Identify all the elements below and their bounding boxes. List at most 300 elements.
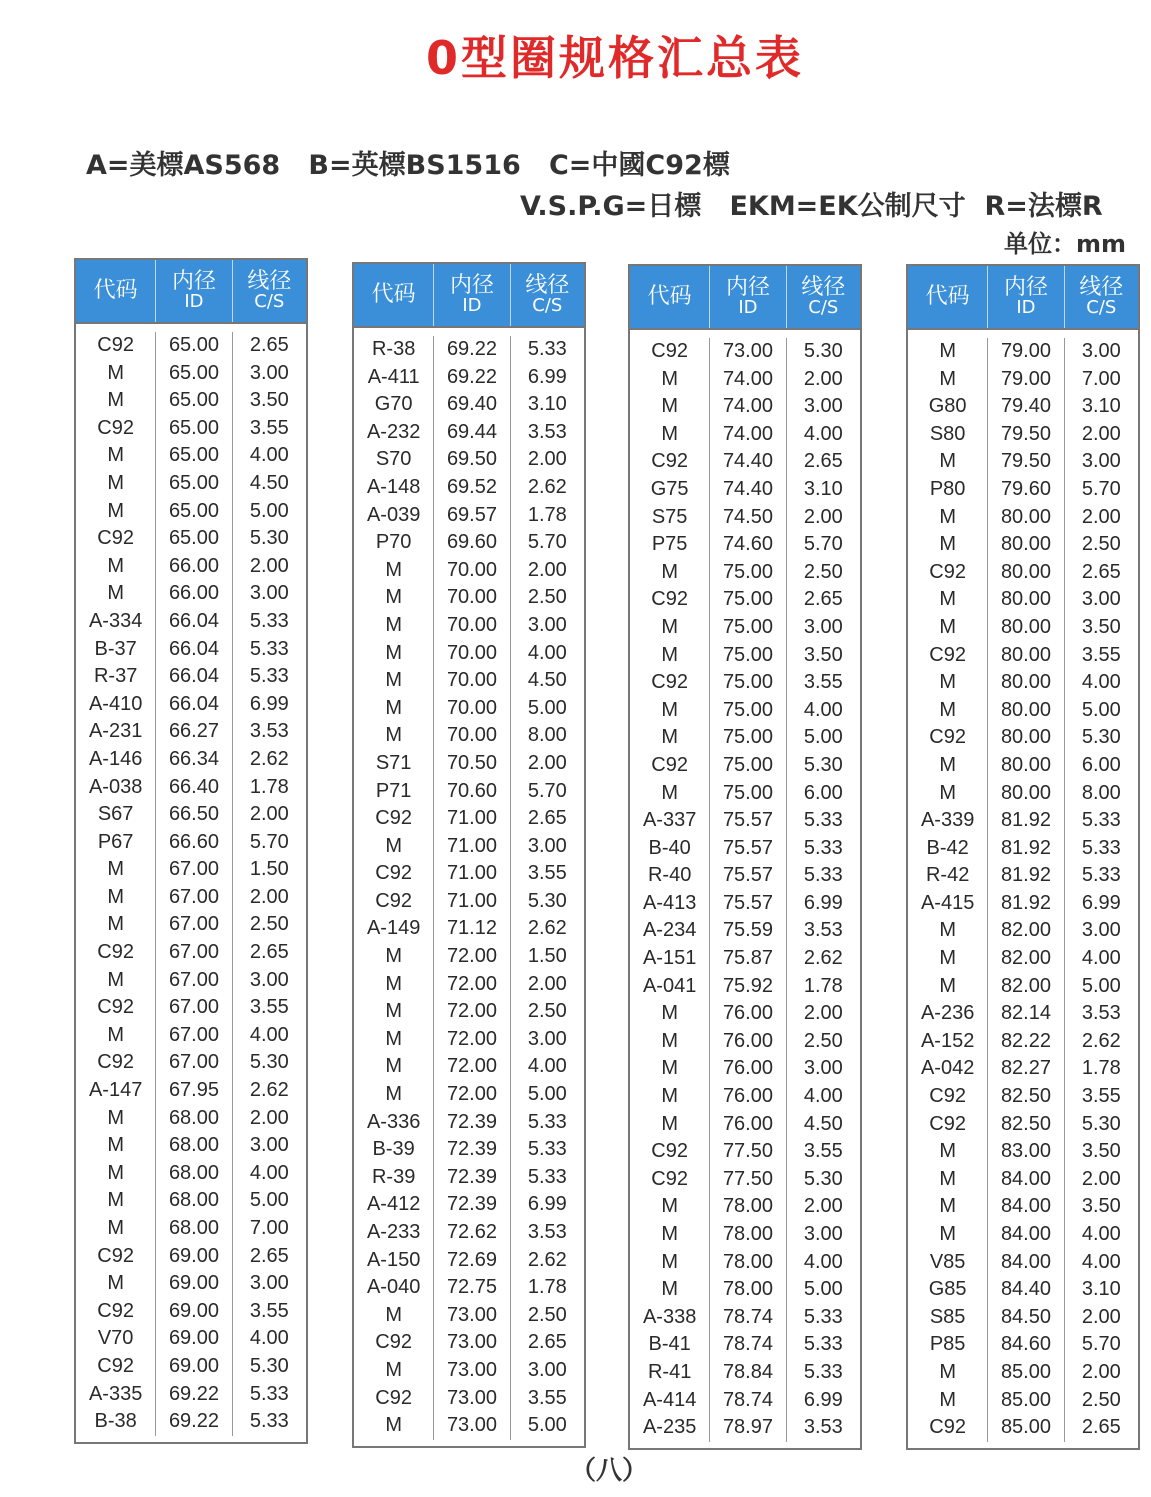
table-cell: M bbox=[385, 1027, 402, 1050]
cs-column bbox=[233, 332, 306, 1436]
table-cell: 6.99 bbox=[249, 692, 289, 715]
table-cell: A-415 bbox=[920, 891, 975, 914]
table-cell: 66.60 bbox=[168, 830, 219, 853]
table-cell: 5.70 bbox=[527, 779, 567, 802]
table-cell: M bbox=[107, 554, 124, 577]
table-cell: M bbox=[939, 753, 956, 776]
table-cell: 70.00 bbox=[446, 586, 497, 609]
table-cell: M bbox=[939, 505, 956, 528]
table-cell: 76.00 bbox=[722, 1085, 773, 1108]
code-column bbox=[354, 336, 434, 1440]
table-cell: 3.50 bbox=[249, 389, 289, 412]
table-cell: M bbox=[661, 560, 678, 583]
table-cell: 5.30 bbox=[249, 1354, 289, 1377]
id-column bbox=[434, 336, 510, 1440]
table-cell: 70.00 bbox=[446, 669, 497, 692]
id-column bbox=[710, 338, 786, 1442]
table-cell: A-234 bbox=[642, 919, 697, 942]
table-cell: 6.99 bbox=[803, 1388, 843, 1411]
table-cell: 3.10 bbox=[1081, 395, 1121, 418]
table-cell: 3.53 bbox=[527, 420, 567, 443]
table-cell: M bbox=[661, 698, 678, 721]
table-cell: 3.50 bbox=[803, 643, 843, 666]
table-cell: B-40 bbox=[648, 836, 691, 859]
table-cell: 75.57 bbox=[722, 809, 773, 832]
table-cell: B-37 bbox=[94, 637, 137, 660]
table-cell: M bbox=[939, 919, 956, 942]
table-cell: 70.00 bbox=[446, 724, 497, 747]
table-cell: A-042 bbox=[920, 1057, 975, 1080]
table-cell: P75 bbox=[651, 533, 688, 556]
table-cell: 65.00 bbox=[168, 499, 219, 522]
table-cell: 2.65 bbox=[1081, 560, 1121, 583]
table-cell: A-233 bbox=[366, 1221, 421, 1243]
table-cell: 80.00 bbox=[1000, 753, 1051, 776]
table-cell: C92 bbox=[97, 1051, 134, 1074]
table-cell: C92 bbox=[651, 340, 688, 362]
table-cell: 67.00 bbox=[168, 858, 219, 881]
table-cell: 72.00 bbox=[446, 1027, 497, 1050]
table-cell: 81.92 bbox=[1000, 836, 1051, 859]
table-cell: 4.00 bbox=[249, 444, 289, 467]
table-cell: C92 bbox=[651, 1167, 688, 1190]
table-cell: M bbox=[661, 781, 678, 804]
table-cell: 5.33 bbox=[803, 836, 843, 859]
table-cell: 75.57 bbox=[722, 864, 773, 887]
table-cell: 2.00 bbox=[803, 1002, 843, 1025]
table-cell: M bbox=[107, 1272, 124, 1295]
table-cell: 68.00 bbox=[168, 1106, 219, 1129]
table-cell: 75.00 bbox=[722, 588, 773, 611]
table-cell: 78.74 bbox=[722, 1333, 773, 1356]
table-cell: 69.52 bbox=[446, 475, 497, 498]
table-cell: 77.50 bbox=[722, 1140, 773, 1163]
table-cell: V70 bbox=[97, 1327, 134, 1350]
table-cell: A-231 bbox=[88, 720, 143, 743]
table-cell: 82.00 bbox=[1000, 919, 1051, 942]
table-cell: 1.78 bbox=[1081, 1057, 1121, 1080]
table-body bbox=[76, 324, 306, 1442]
table-cell: 75.00 bbox=[722, 698, 773, 721]
table-cell: 5.00 bbox=[1081, 698, 1121, 721]
table-cell: 1.50 bbox=[249, 858, 289, 881]
table-cell: G70 bbox=[374, 393, 413, 416]
table-cell: M bbox=[107, 1161, 124, 1184]
table-cell: M bbox=[107, 1023, 124, 1046]
header-inner-diameter: 内径 ID bbox=[988, 266, 1064, 328]
table-cell: 5.30 bbox=[1081, 1112, 1121, 1135]
table-cell: 3.00 bbox=[249, 1134, 289, 1157]
table-cell: 66.04 bbox=[168, 692, 219, 715]
table-cell: 67.00 bbox=[168, 885, 219, 908]
table-cell: C92 bbox=[651, 671, 688, 694]
table-cell: 75.00 bbox=[722, 781, 773, 804]
table-cell: 73.00 bbox=[446, 1358, 497, 1381]
table-cell: 80.00 bbox=[1000, 615, 1051, 638]
table-cell: M bbox=[107, 1134, 124, 1157]
table-cell: 84.00 bbox=[1000, 1223, 1051, 1245]
table-cell: 70.00 bbox=[446, 558, 497, 581]
table-cell: 74.40 bbox=[722, 450, 773, 473]
table-cell: A-338 bbox=[642, 1305, 697, 1328]
table-cell: M bbox=[385, 1303, 402, 1326]
table-cell: P85 bbox=[929, 1333, 966, 1356]
table-cell: 2.62 bbox=[249, 1079, 289, 1102]
table-cell: 65.00 bbox=[168, 471, 219, 494]
table-cell: 5.33 bbox=[249, 1382, 289, 1405]
table-cell: 78.00 bbox=[722, 1195, 773, 1218]
table-cell: 85.00 bbox=[1000, 1416, 1051, 1439]
table-cell: 75.92 bbox=[722, 974, 773, 997]
table-cell: 79.00 bbox=[1000, 367, 1051, 390]
cs-column bbox=[511, 336, 584, 1440]
table-cell: 3.55 bbox=[1081, 643, 1121, 666]
table-cell: 5.33 bbox=[527, 338, 567, 360]
table-cell: 70.60 bbox=[446, 779, 497, 802]
page-number: （八） bbox=[570, 1456, 649, 1486]
table-cell: M bbox=[385, 1000, 402, 1023]
table-body bbox=[630, 330, 860, 1448]
table-cell: 2.65 bbox=[527, 807, 567, 830]
table-cell: A-412 bbox=[366, 1193, 421, 1216]
table-cell: B-39 bbox=[372, 1138, 415, 1161]
table-cell: 5.30 bbox=[803, 753, 843, 776]
table-cell: A-410 bbox=[88, 692, 143, 715]
table-cell: 8.00 bbox=[527, 724, 567, 747]
table-cell: 3.00 bbox=[249, 582, 289, 605]
table-cell: M bbox=[939, 367, 956, 390]
table-cell: 66.27 bbox=[168, 720, 219, 743]
table-cell: M bbox=[939, 1140, 956, 1163]
table-cell: 5.70 bbox=[527, 531, 567, 554]
legend-standards-line-1: A=美標AS568 B=英標BS1516 C=中國C92標 bbox=[86, 150, 730, 181]
table-cell: C92 bbox=[651, 450, 688, 473]
table-cell: 5.33 bbox=[1081, 864, 1121, 887]
table-cell: C92 bbox=[97, 416, 134, 439]
table-cell: 2.62 bbox=[527, 1248, 567, 1271]
table-cell: 84.00 bbox=[1000, 1167, 1051, 1190]
table-cell: 75.59 bbox=[722, 919, 773, 942]
table-cell: 1.78 bbox=[249, 775, 289, 798]
table-cell: M bbox=[939, 671, 956, 694]
table-cell: 71.12 bbox=[446, 917, 497, 940]
table-cell: 81.92 bbox=[1000, 809, 1051, 832]
table-cell: 75.00 bbox=[722, 726, 773, 749]
table-cell: 3.55 bbox=[527, 862, 567, 885]
table-cell: 3.10 bbox=[1081, 1278, 1121, 1301]
table-cell: 2.65 bbox=[803, 450, 843, 473]
header-code: 代码 bbox=[630, 266, 710, 328]
table-cell: 5.33 bbox=[803, 1333, 843, 1356]
table-cell: A-149 bbox=[366, 917, 421, 940]
table-cell: C92 bbox=[97, 1244, 134, 1267]
table-cell: 5.00 bbox=[249, 499, 289, 522]
table-cell: 65.00 bbox=[168, 389, 219, 412]
table-cell: 79.40 bbox=[1000, 395, 1051, 418]
table-cell: 4.50 bbox=[527, 669, 567, 692]
table-cell: A-236 bbox=[920, 1002, 975, 1025]
table-cell: 75.00 bbox=[722, 643, 773, 666]
table-cell: 3.00 bbox=[803, 395, 843, 418]
table-cell: G80 bbox=[928, 395, 967, 418]
table-cell: 2.00 bbox=[1081, 1167, 1121, 1190]
table-cell: 70.00 bbox=[446, 696, 497, 719]
table-cell: M bbox=[385, 1358, 402, 1381]
table-cell: M bbox=[939, 974, 956, 997]
table-cell: 66.40 bbox=[168, 775, 219, 798]
table-cell: 72.75 bbox=[446, 1276, 497, 1299]
table-cell: 2.00 bbox=[1081, 1360, 1121, 1383]
table-cell: 3.00 bbox=[1081, 588, 1121, 611]
table-cell: 69.40 bbox=[446, 393, 497, 416]
table-cell: M bbox=[385, 1083, 402, 1106]
table-header bbox=[354, 264, 584, 328]
table-cell: 8.00 bbox=[1081, 781, 1121, 804]
table-cell: C92 bbox=[375, 889, 412, 912]
table-cell: 75.00 bbox=[722, 671, 773, 694]
table-cell: 72.00 bbox=[446, 1055, 497, 1078]
table-cell: A-334 bbox=[88, 609, 143, 632]
table-cell: 2.62 bbox=[249, 747, 289, 770]
table-cell: 5.00 bbox=[803, 1278, 843, 1301]
table-cell: 2.65 bbox=[249, 941, 289, 964]
table-cell: M bbox=[661, 1250, 678, 1273]
table-cell: A-147 bbox=[88, 1079, 143, 1102]
table-cell: 2.62 bbox=[803, 947, 843, 970]
table-cell: 6.99 bbox=[803, 891, 843, 914]
table-cell: 4.00 bbox=[527, 1055, 567, 1078]
table-cell: C92 bbox=[375, 862, 412, 885]
table-cell: M bbox=[385, 641, 402, 664]
table-cell: 2.50 bbox=[527, 1000, 567, 1023]
table-cell: 66.00 bbox=[168, 582, 219, 605]
id-column bbox=[156, 332, 232, 1436]
table-cell: 4.00 bbox=[249, 1161, 289, 1184]
table-cell: 69.00 bbox=[168, 1327, 219, 1350]
table-cell: G75 bbox=[650, 477, 689, 500]
table-cell: 5.33 bbox=[803, 1360, 843, 1383]
table-cell: S70 bbox=[375, 448, 412, 471]
table-cell: 3.00 bbox=[249, 1272, 289, 1295]
table-cell: C92 bbox=[97, 996, 134, 1019]
table-cell: M bbox=[107, 913, 124, 936]
table-cell: 75.00 bbox=[722, 615, 773, 638]
table-cell: 3.00 bbox=[803, 1057, 843, 1080]
table-cell: 77.50 bbox=[722, 1167, 773, 1190]
table-cell: 5.00 bbox=[249, 1189, 289, 1212]
table-cell: M bbox=[939, 450, 956, 473]
table-cell: 66.04 bbox=[168, 637, 219, 660]
table-cell: 72.00 bbox=[446, 972, 497, 995]
table-cell: 79.60 bbox=[1000, 477, 1051, 500]
table-cell: M bbox=[107, 361, 124, 384]
table-cell: 4.50 bbox=[249, 471, 289, 494]
table-cell: 84.40 bbox=[1000, 1278, 1051, 1301]
table-cell: 2.50 bbox=[803, 1029, 843, 1052]
table-cell: 3.50 bbox=[1081, 1140, 1121, 1163]
table-cell: 84.50 bbox=[1000, 1305, 1051, 1328]
table-cell: 5.30 bbox=[803, 1167, 843, 1190]
table-cell: 4.00 bbox=[1081, 1250, 1121, 1273]
table-cell: 82.50 bbox=[1000, 1112, 1051, 1135]
table-cell: 81.92 bbox=[1000, 864, 1051, 887]
table-cell: C92 bbox=[375, 807, 412, 830]
header-cross-section: 线径 C/S bbox=[247, 269, 292, 312]
table-cell: 3.00 bbox=[527, 1358, 567, 1381]
table-cell: 70.00 bbox=[446, 613, 497, 636]
table-cell: M bbox=[661, 726, 678, 749]
table-cell: C92 bbox=[97, 1299, 134, 1322]
table-cell: 80.00 bbox=[1000, 781, 1051, 804]
table-cell: M bbox=[385, 1414, 402, 1437]
table-cell: M bbox=[385, 834, 402, 857]
table-cell: 85.00 bbox=[1000, 1388, 1051, 1411]
table-cell: 79.50 bbox=[1000, 422, 1051, 445]
table-cell: 5.00 bbox=[803, 726, 843, 749]
table-cell: 2.00 bbox=[527, 448, 567, 471]
table-cell: 5.33 bbox=[249, 637, 289, 660]
table-cell: 4.00 bbox=[803, 1085, 843, 1108]
table-cell: 83.00 bbox=[1000, 1140, 1051, 1163]
table-cell: 73.00 bbox=[446, 1303, 497, 1326]
table-cell: M bbox=[661, 422, 678, 445]
table-cell: 69.60 bbox=[446, 531, 497, 554]
table-cell: 80.00 bbox=[1000, 726, 1051, 749]
table-cell: A-336 bbox=[366, 1110, 421, 1133]
table-cell: 80.00 bbox=[1000, 588, 1051, 611]
table-cell: A-337 bbox=[642, 809, 697, 832]
table-cell: 71.00 bbox=[446, 862, 497, 885]
table-cell: 80.00 bbox=[1000, 505, 1051, 528]
table-cell: 3.50 bbox=[1081, 1195, 1121, 1218]
table-cell: 72.69 bbox=[446, 1248, 497, 1271]
spec-table-2 bbox=[352, 262, 586, 1448]
table-cell: 69.00 bbox=[168, 1354, 219, 1377]
table-cell: 69.00 bbox=[168, 1299, 219, 1322]
table-cell: C92 bbox=[651, 1140, 688, 1163]
table-cell: M bbox=[107, 1189, 124, 1212]
table-cell: A-335 bbox=[88, 1382, 143, 1405]
table-cell: A-151 bbox=[642, 947, 697, 970]
table-cell: 2.00 bbox=[803, 1195, 843, 1218]
table-cell: M bbox=[939, 588, 956, 611]
table-cell: C92 bbox=[375, 1386, 412, 1409]
table-cell: M bbox=[661, 395, 678, 418]
table-cell: 1.78 bbox=[527, 503, 567, 526]
table-cell: 76.00 bbox=[722, 1029, 773, 1052]
table-cell: 6.00 bbox=[1081, 753, 1121, 776]
table-cell: S85 bbox=[929, 1305, 966, 1328]
table-cell: 74.00 bbox=[722, 422, 773, 445]
code-column bbox=[630, 338, 710, 1442]
table-cell: 5.00 bbox=[527, 1414, 567, 1437]
table-cell: A-232 bbox=[366, 420, 421, 443]
table-cell: C92 bbox=[929, 560, 966, 583]
table-cell: 80.00 bbox=[1000, 533, 1051, 556]
table-cell: 67.00 bbox=[168, 968, 219, 991]
table-cell: 72.39 bbox=[446, 1193, 497, 1216]
table-cell: 73.00 bbox=[446, 1414, 497, 1437]
table-cell: 69.22 bbox=[168, 1382, 219, 1405]
table-cell: 5.33 bbox=[527, 1138, 567, 1161]
table-cell: 3.00 bbox=[803, 1223, 843, 1245]
table-cell: 2.62 bbox=[527, 917, 567, 940]
table-cell: 2.00 bbox=[527, 751, 567, 774]
table-cell: M bbox=[385, 558, 402, 581]
table-cell: 4.00 bbox=[1081, 671, 1121, 694]
table-header bbox=[630, 266, 860, 330]
table-cell: C92 bbox=[97, 527, 134, 550]
table-cell: 69.00 bbox=[168, 1244, 219, 1267]
table-cell: 66.04 bbox=[168, 665, 219, 688]
table-cell: R-37 bbox=[93, 665, 138, 688]
table-cell: M bbox=[107, 885, 124, 908]
table-cell: 65.00 bbox=[168, 444, 219, 467]
table-cell: 65.00 bbox=[168, 416, 219, 439]
table-cell: M bbox=[385, 586, 402, 609]
table-cell: 5.33 bbox=[527, 1165, 567, 1188]
table-cell: 2.50 bbox=[803, 560, 843, 583]
table-cell: 75.00 bbox=[722, 560, 773, 583]
table-cell: 68.00 bbox=[168, 1161, 219, 1184]
table-cell: 4.00 bbox=[803, 1250, 843, 1273]
table-cell: 65.00 bbox=[168, 334, 219, 356]
table-cell: 2.65 bbox=[249, 1244, 289, 1267]
table-cell: 6.99 bbox=[527, 1193, 567, 1216]
table-cell: 5.33 bbox=[1081, 836, 1121, 859]
table-cell: 4.00 bbox=[803, 422, 843, 445]
table-cell: 2.00 bbox=[1081, 1305, 1121, 1328]
table-cell: M bbox=[939, 1388, 956, 1411]
table-cell: 75.57 bbox=[722, 836, 773, 859]
table-cell: S67 bbox=[97, 803, 134, 826]
table-cell: 2.65 bbox=[803, 588, 843, 611]
table-cell: 2.00 bbox=[249, 1106, 289, 1129]
table-cell: 5.33 bbox=[527, 1110, 567, 1133]
table-cell: C92 bbox=[97, 1354, 134, 1377]
table-cell: 3.55 bbox=[249, 1299, 289, 1322]
table-cell: 72.00 bbox=[446, 1083, 497, 1106]
table-cell: 3.00 bbox=[527, 834, 567, 857]
table-cell: 5.33 bbox=[803, 1305, 843, 1328]
table-cell: A-414 bbox=[642, 1388, 697, 1411]
code-column bbox=[76, 332, 156, 1436]
table-cell: C92 bbox=[651, 753, 688, 776]
table-cell: 67.00 bbox=[168, 1023, 219, 1046]
table-cell: 2.62 bbox=[527, 475, 567, 498]
page-title: 0型圈规格汇总表 bbox=[425, 31, 804, 85]
table-cell: 82.27 bbox=[1000, 1057, 1051, 1080]
table-cell: 5.70 bbox=[1081, 477, 1121, 500]
table-cell: 78.74 bbox=[722, 1305, 773, 1328]
table-cell: 5.33 bbox=[249, 665, 289, 688]
table-cell: A-411 bbox=[367, 365, 420, 388]
table-cell: M bbox=[385, 945, 402, 968]
table-cell: 4.00 bbox=[249, 1327, 289, 1350]
table-cell: 3.55 bbox=[803, 1140, 843, 1163]
table-cell: 76.00 bbox=[722, 1112, 773, 1135]
table-cell: 1.78 bbox=[527, 1276, 567, 1299]
table-cell: 82.50 bbox=[1000, 1085, 1051, 1108]
table-cell: 76.00 bbox=[722, 1057, 773, 1080]
table-cell: M bbox=[385, 724, 402, 747]
table-cell: 72.00 bbox=[446, 945, 497, 968]
header-cross-section: 线径 C/S bbox=[525, 273, 570, 316]
table-cell: 2.00 bbox=[1081, 422, 1121, 445]
table-cell: 2.65 bbox=[249, 334, 289, 356]
table-cell: 69.22 bbox=[168, 1410, 219, 1433]
table-cell: 5.33 bbox=[1081, 809, 1121, 832]
